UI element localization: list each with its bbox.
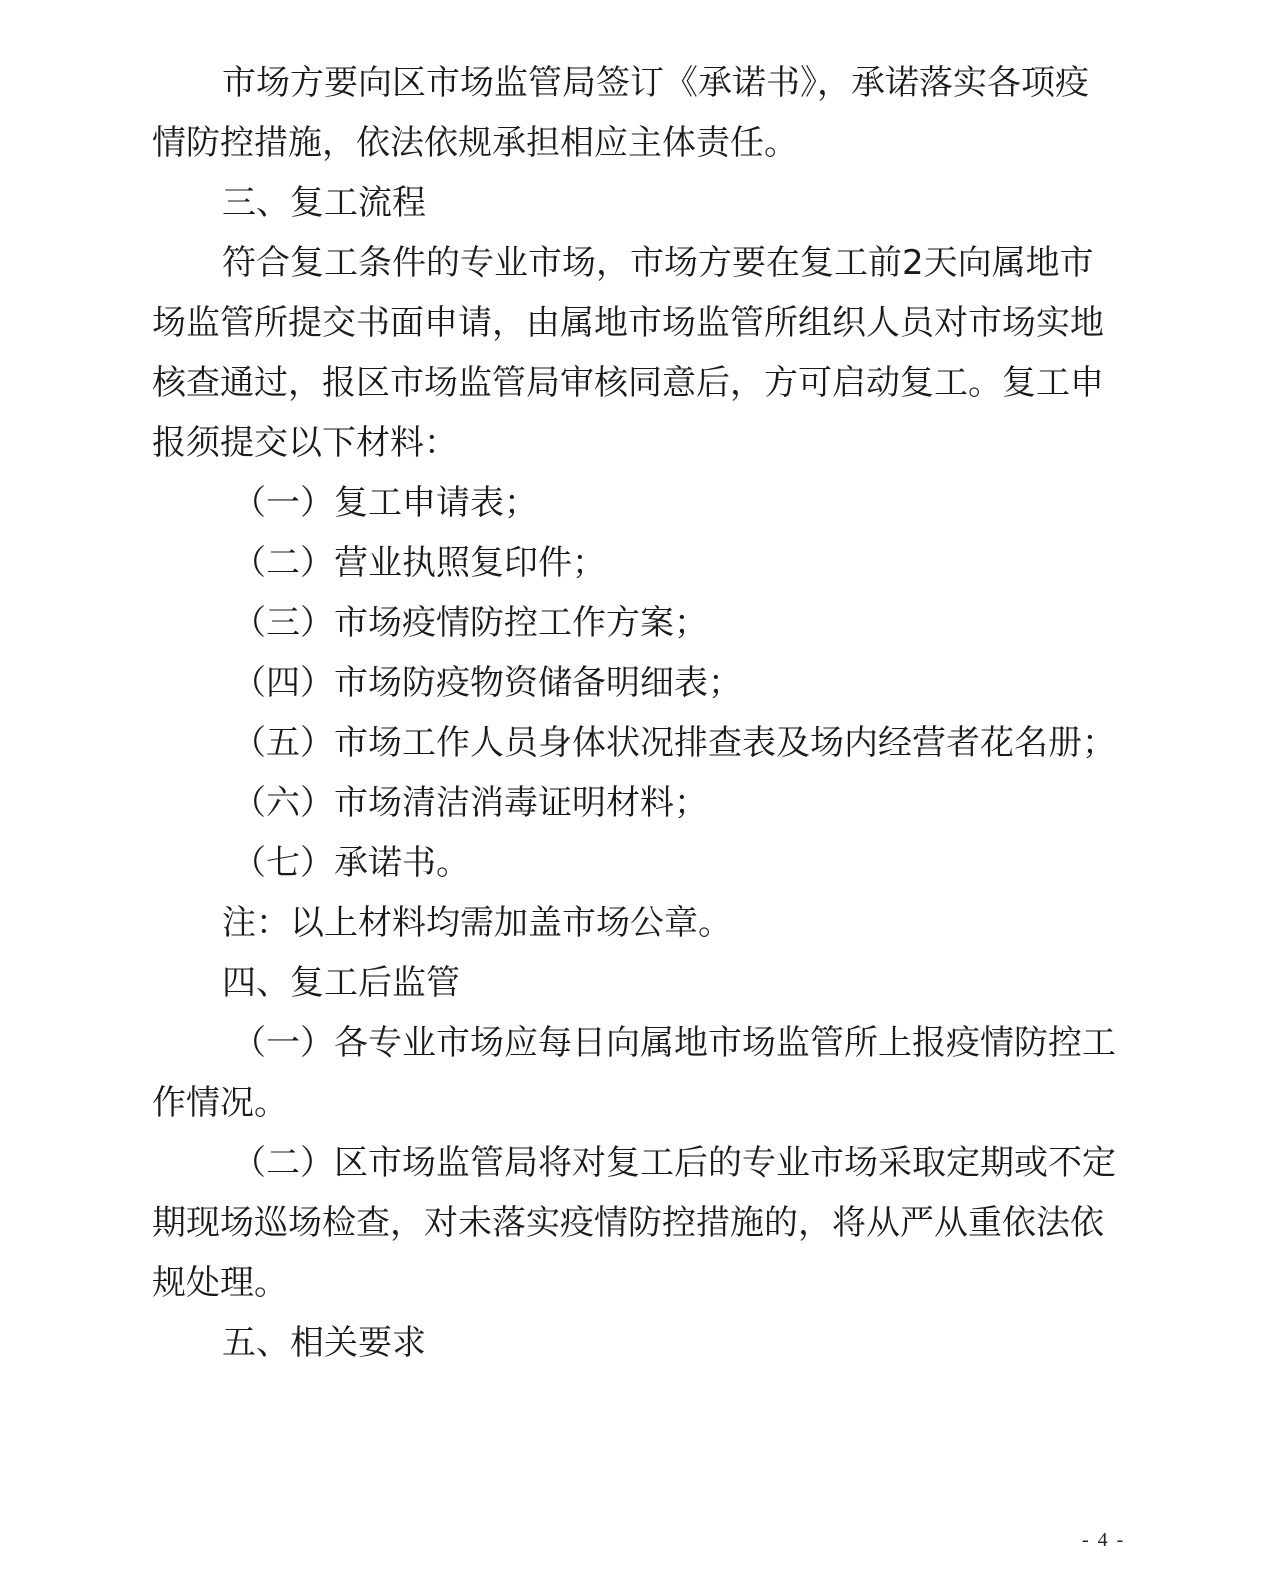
paragraph-process-line-3: 核查通过，报区市场监管局审核同意后，方可启动复工。复工申: [152, 363, 1104, 403]
list-item: （五）市场工作人员身体状况排查表及场内经营者花名册；: [232, 723, 1116, 763]
supervision-item-1-line-1: （一）各专业市场应每日向属地市场监管所上报疫情防控工: [232, 1023, 1116, 1063]
note-text: 注：以上材料均需加盖市场公章。: [222, 903, 732, 943]
list-item: （四）市场防疫物资储备明细表；: [232, 663, 742, 703]
list-item: （七）承诺书。: [232, 843, 470, 883]
paragraph-process-line-1: 符合复工条件的专业市场，市场方要在复工前2天向属地市: [222, 243, 1094, 283]
paragraph-process-line-4: 报须提交以下材料：: [152, 423, 458, 463]
section-heading-4: 四、复工后监管: [222, 963, 460, 1003]
list-item: （一）复工申请表；: [232, 483, 538, 523]
section-heading-3: 三、复工流程: [222, 183, 426, 223]
supervision-item-2-line-2: 期现场巡场检查，对未落实疫情防控措施的，将从严从重依法依: [152, 1203, 1104, 1243]
paragraph-commitment-line-2: 情防控措施，依法依规承担相应主体责任。: [152, 123, 798, 163]
list-item: （三）市场疫情防控工作方案；: [232, 603, 708, 643]
section-heading-5: 五、相关要求: [222, 1323, 426, 1363]
list-item: （二）营业执照复印件；: [232, 543, 606, 583]
supervision-item-2-line-3: 规处理。: [152, 1263, 288, 1303]
paragraph-commitment-line-1: 市场方要向区市场监管局签订《承诺书》，承诺落实各项疫: [222, 63, 1089, 103]
list-item: （六）市场清洁消毒证明材料；: [232, 783, 708, 823]
supervision-item-2-line-1: （二）区市场监管局将对复工后的专业市场采取定期或不定: [232, 1143, 1116, 1183]
supervision-item-1-line-2: 作情况。: [152, 1083, 288, 1123]
paragraph-process-line-2: 场监管所提交书面申请，由属地市场监管所组织人员对市场实地: [152, 303, 1104, 343]
page-number: - 4 -: [1082, 1529, 1126, 1551]
